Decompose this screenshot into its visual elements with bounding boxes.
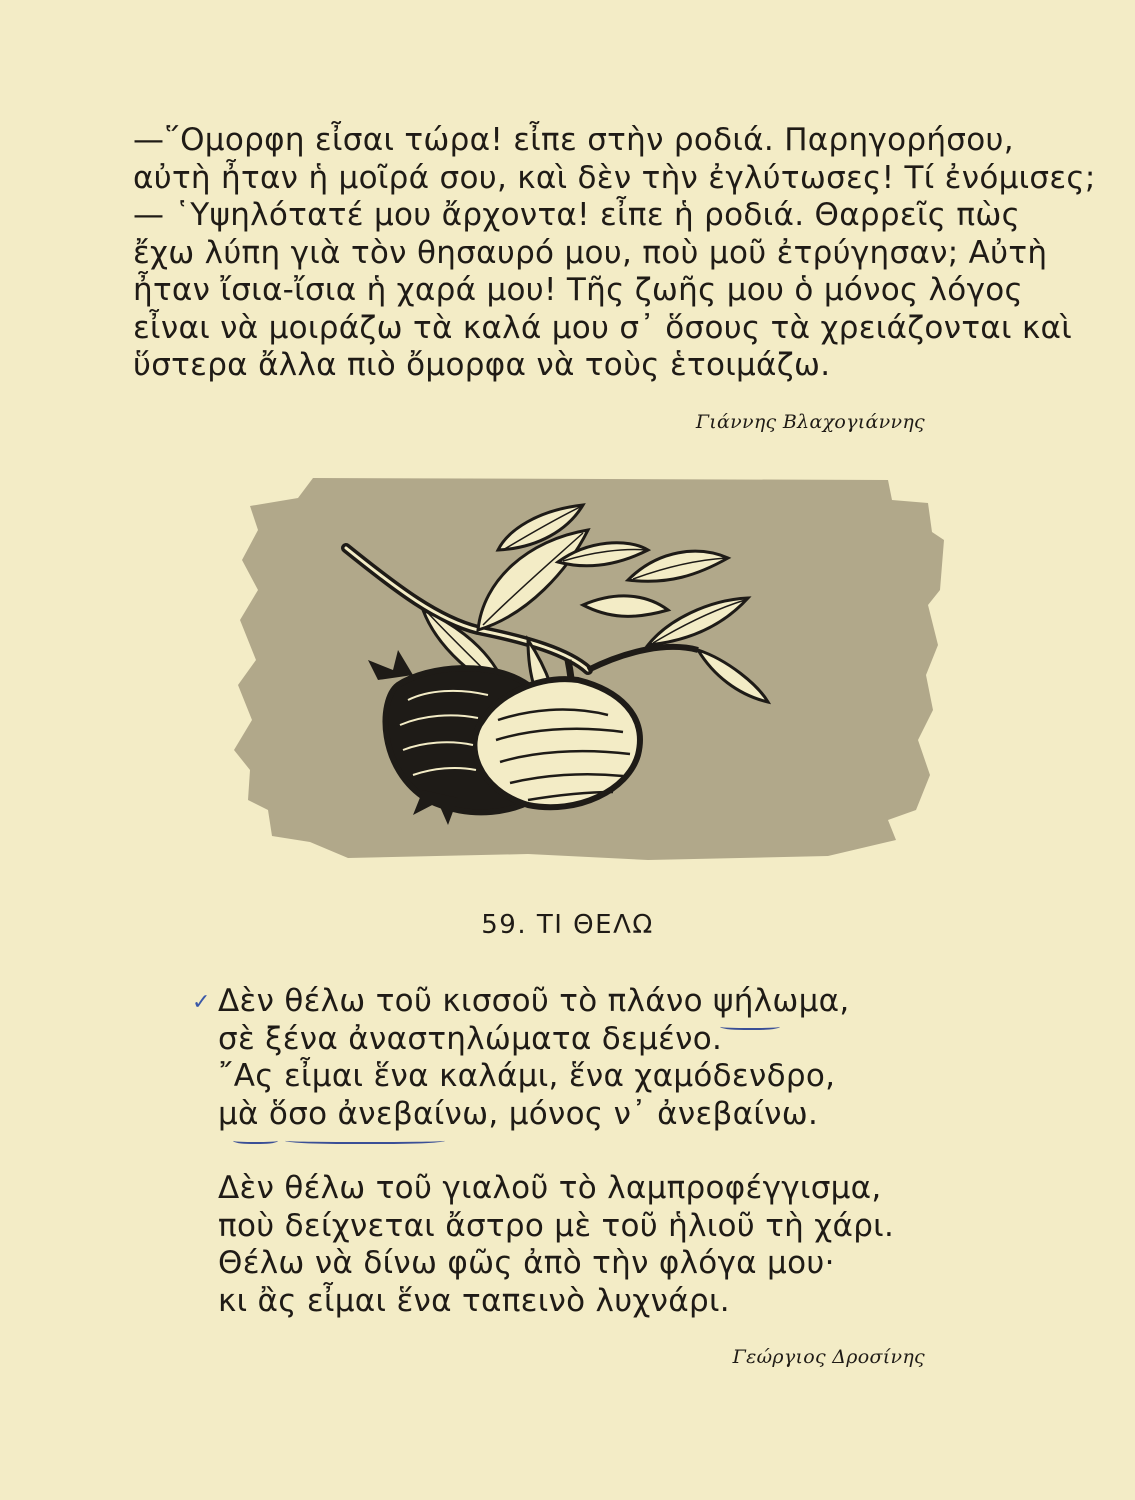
poem-line: Δὲν θέλω τοῦ γιαλοῦ τὸ λαμπροφέγγισμα, <box>218 1170 882 1206</box>
poem-stanza-2 <box>218 1170 978 1320</box>
prose-line: εἶναι νὰ μοιράζω τὰ καλά μου σ᾿ ὅσους τὰ χρειάζονται καὶ <box>133 309 1073 346</box>
poem-line: κι ἂς εἶμαι ἕνα ταπεινὸ λυχνάρι. <box>218 1282 730 1319</box>
poem-line: ῎Ας εἶμαι ἕνα καλάμι, ἕνα χαμόδενδρο, <box>218 1058 836 1094</box>
prose-line: ἔχω λύπη γιὰ τὸν θησαυρό μου, ποὺ μοῦ ἐτρύγησαν; Αὐτὴ <box>133 234 1048 271</box>
prose-line: ὕστερα ἄλλα πιὸ ὄμορφα νὰ τοὺς ἑτοιμάζω. <box>133 347 831 383</box>
poem-stanza-1 <box>218 983 978 1133</box>
poem-line: Δὲν θέλω τοῦ κισσοῦ τὸ πλάνο ψήλωμα, <box>218 983 850 1019</box>
prose-passage <box>133 122 1096 385</box>
pomegranate-branch-icon <box>228 470 948 865</box>
poem-title: 59. ΤΙ ΘΕΛΩ <box>481 910 654 940</box>
prose-author: Γιάννης Βλαχογιάννης <box>695 411 925 433</box>
prose-line: — ῾Υψηλότατέ μου ἄρχοντα! εἶπε ἡ ροδιά. Θαρρεῖς πὼς <box>133 197 1021 233</box>
poem-line: σὲ ξένα ἀναστηλώματα δεμένο. <box>218 1020 723 1057</box>
poem-line: μὰ ὅσο ἀνεβαίνω, μόνος ν᾿ ἀνεβαίνω. <box>218 1095 819 1132</box>
poem-line: ποὺ δείχνεται ἄστρο μὲ τοῦ ἡλιοῦ τὴ χάρι. <box>218 1207 895 1244</box>
prose-line: —῞Ομορφη εἶσαι τώρα! εἶπε στὴν ροδιά. Παρηγορήσου, <box>133 122 1014 158</box>
pen-mark-icon: ✓ <box>192 990 211 1015</box>
pen-underline <box>720 1022 780 1030</box>
prose-line: αὐτὴ ἦταν ἡ μοῖρά σου, καὶ δὲν τὴν ἐγλύτωσες! Τί ἐνόμισες; <box>133 159 1096 196</box>
prose-line: ἦταν ἴσια-ἴσια ἡ χαρά μου! Τῆς ζωῆς μου ὁ μόνος λόγος <box>133 272 1023 308</box>
poem-line: Θέλω νὰ δίνω φῶς ἀπὸ τὴν φλόγα μου· <box>218 1245 835 1281</box>
pen-underline <box>233 1136 278 1144</box>
pen-underline <box>285 1136 445 1144</box>
poem-author: Γεώργιος Δροσίνης <box>732 1346 925 1368</box>
